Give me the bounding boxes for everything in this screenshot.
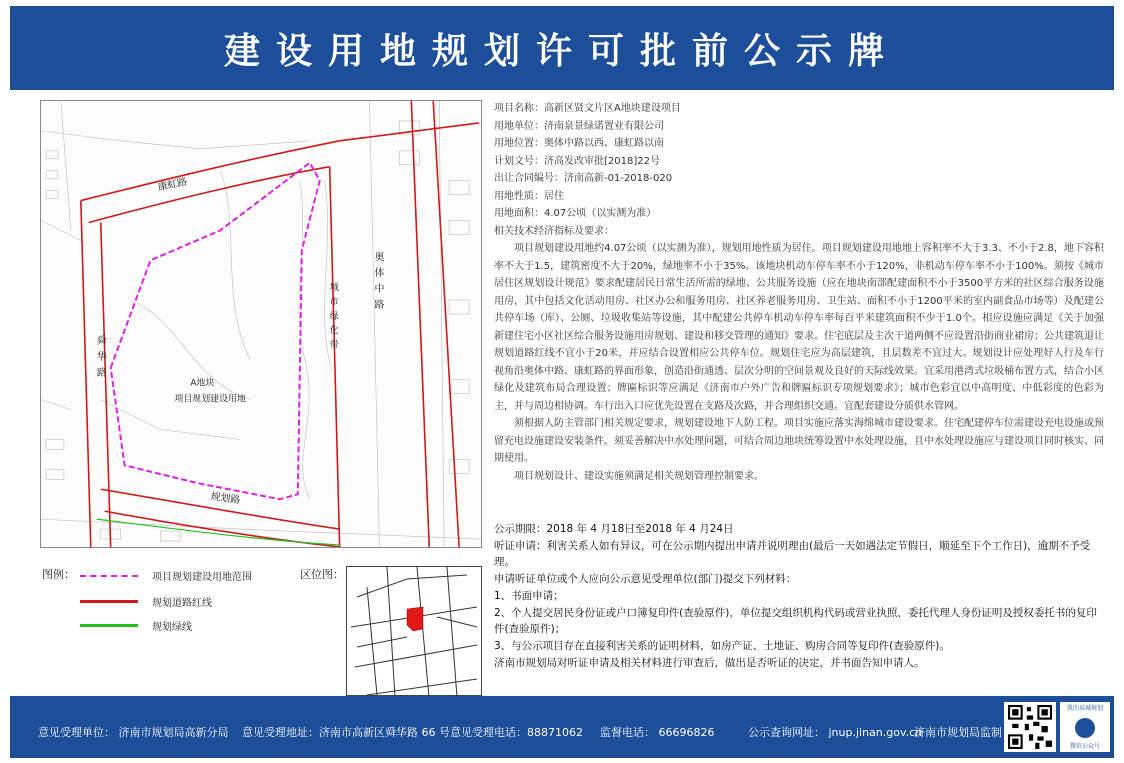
planned-road-redlines [81,101,479,547]
west-road-text: 舜华路 [96,335,107,379]
green-belt-text: 城市绿化带 [329,283,339,351]
wechat-logo-icon [1075,718,1095,738]
footer-supervisor: 济南市规划局监制 [914,726,1002,739]
hearing-right: 听证申请：利害关系人如有异议，可在公示期内提出申请并说明理由(最后一天如遇法定节假日，顺延至下个工作日)，逾期不予受理。 [494,539,1091,569]
plan-document-no: 计划文号：济高发改审批[2018]22号 [494,155,660,167]
land-user: 用地单位：济南泉景绿诺置业有限公司 [494,120,664,132]
south-road-label: 规划路 [209,491,241,507]
page-title: 建设用地规划许可批前公示牌 [223,30,900,72]
greenline-swatch [80,624,138,627]
wechat-account-note: 微信公众号 [1069,743,1100,750]
legend-item-redline [80,594,212,609]
footer-office: 意见受理单位： 济南市规划局高新分局 [38,726,229,739]
boundary-swatch [80,575,138,577]
legend-item-boundary-label: 项目规划建设用地范围 [152,572,252,583]
green-belt-label [330,281,339,350]
project-boundary [111,163,320,499]
requirements-title: 相关技术经济指标及要求： [494,225,614,237]
location-roads [351,567,477,697]
qr-code-icon[interactable] [1004,702,1056,752]
land-area: 用地面积：4.07公顷（以实测为准） [494,208,657,219]
east-road-text: 奥体中路 [374,252,385,312]
material-item-2: 2、个人提交居民身份证或户口簿复印件(查验原件)，单位提交组织机构代码或营业执照，委托代理人身份证明及授权委托书的复印件(查验原件)； [494,606,1097,636]
location-map [346,566,482,696]
legend-item-boundary [80,568,252,583]
footer-supervise-phone: 监督电话： 66696826 [600,726,715,739]
wechat-account-badge[interactable] [1060,702,1110,752]
location-map-title: 区位图： [300,568,344,581]
contract-no: 出让合同编号：济南高新-01-2018-020 [494,173,673,184]
footer-phone: 意见受理电话：88871062 [450,726,583,739]
materials-title: 申请听证单位或个人应向公示意见受理单位(部门)提交下列材料： [494,573,797,586]
project-location-marker [407,607,423,631]
project-name: 项目名称：高新区贤文片区A地块建设项目 [494,103,681,114]
legend-item-greenline [80,618,192,633]
site-plan-map [40,100,482,548]
site-plan-drawing [41,101,481,547]
qr-pattern [1007,705,1053,749]
west-road-label [97,334,107,379]
legend-item-redline-label: 规划道路红线 [152,598,212,609]
location-map-drawing [347,567,483,697]
east-road-label [374,250,384,311]
footer-banner [10,696,1114,758]
material-item-1: 1、书面申请； [494,589,564,602]
plot-desc-label: 项目规划建设用地 [174,394,246,405]
requirements-paragraph-3: 项目规划设计、建设实施须满足相关规划管理控制要求。 [514,470,764,482]
publicity-period: 公示期限：2018 年 4 月18日至2018 年 4 月24日 [494,523,734,535]
wechat-account-label: 我的泉城规划 [1066,705,1103,712]
north-road-label: 康虹路 [156,176,189,194]
footer-address: 意见受理地址：济南市高新区舜华路 66 号 [242,726,450,739]
header-banner [10,6,1114,90]
legend-item-greenline-label: 规划绿线 [152,622,192,633]
project-info [494,100,1104,485]
land-nature: 用地性质：居住 [494,190,564,202]
background-parcels [41,101,481,547]
hearing-decision: 济南市规划局对听证申请及相关材料进行审查后，做出是否听证的决定，并书面告知申请人。 [494,656,925,669]
requirements-paragraph-2: 须根据人防主管部门相关规定要求，规划建设地下人防工程。项目实施应落实海绵城市建设要求。住宅配建停车位需建设充电设施或预留充电设施建设安装条件。须妥善解决中水处理问题，可结合周边地块统筹设置中水处理设施，且中水处理设施应与建设项目同时核实、同期使用。 [494,418,1104,464]
redline-swatch [80,600,138,603]
material-item-3: 3、与公示项目存在直接利害关系的证明材料，如房产证、土地证、购房合同等复印件(查验原件)。 [494,639,950,652]
legend-title: 图例： [42,568,75,581]
hearing-notice [494,521,1104,671]
land-location: 用地位置：奥体中路以西、康虹路以南 [494,138,664,149]
footer-website[interactable]: 公示查询网址： jnup.jinan.gov.cn [748,726,923,739]
requirements-paragraph-1: 项目规划建设用地约4.07公顷（以实测为准），规划用地性质为居住。项目规划建设用地地上容积率不大于3.3、不小于2.8，地下容积率不大于1.5，建筑密度不大于20%，绿地率不小于35%。该地块机动车停车率不小于120%，非机动车停车率不小于100%。须按《城市居住区规划设计规范》要求配建居民日常生活所需的绿地、公共服务设施（应在地块南部配建面积不小于3500平方米的社区综合服务设施用房，其中包括文化活动用房、社区办公和服务用房、社区养老服务用房、卫生站、面积不小于1200平米的室内副食品市场等）及配建公共停车场（库）、公厕、垃圾收集站等设施，其中配建公共停车机动车停车率每百平米建筑面积不少于1.0个。相应设施应满足《关于加强新建住宅小区社区综合服务设施用房规划、建设和移交管理的通知》要求。住宅底层及主次干道两侧不应设置沿街商业裙房；公共建筑退让规划道路红线不宜小于20米，并应结合设置相应公共停车位。规划住宅应为高层建筑，且层数差不宜过大。规划设计应处理好人行及车行视角沿奥体中路、康虹路的界面形象，创造沿街通透、层次分明的空间景观及良好的天际线效果。宜采用港湾式垃圾桶布置方式，结合小区绿化及建筑布局合理设置；牌匾标识等应满足《济南市户外广告和牌匾标识专项规划要求》；城市色彩宜以中高明度、中低彩度的色彩为主，并与周边相协调。车行出入口应优先设置在支路及次路，并合理组织交通。宜配套建设分质供水管网。 [494,243,1104,412]
plot-label: A地块 [190,378,215,389]
